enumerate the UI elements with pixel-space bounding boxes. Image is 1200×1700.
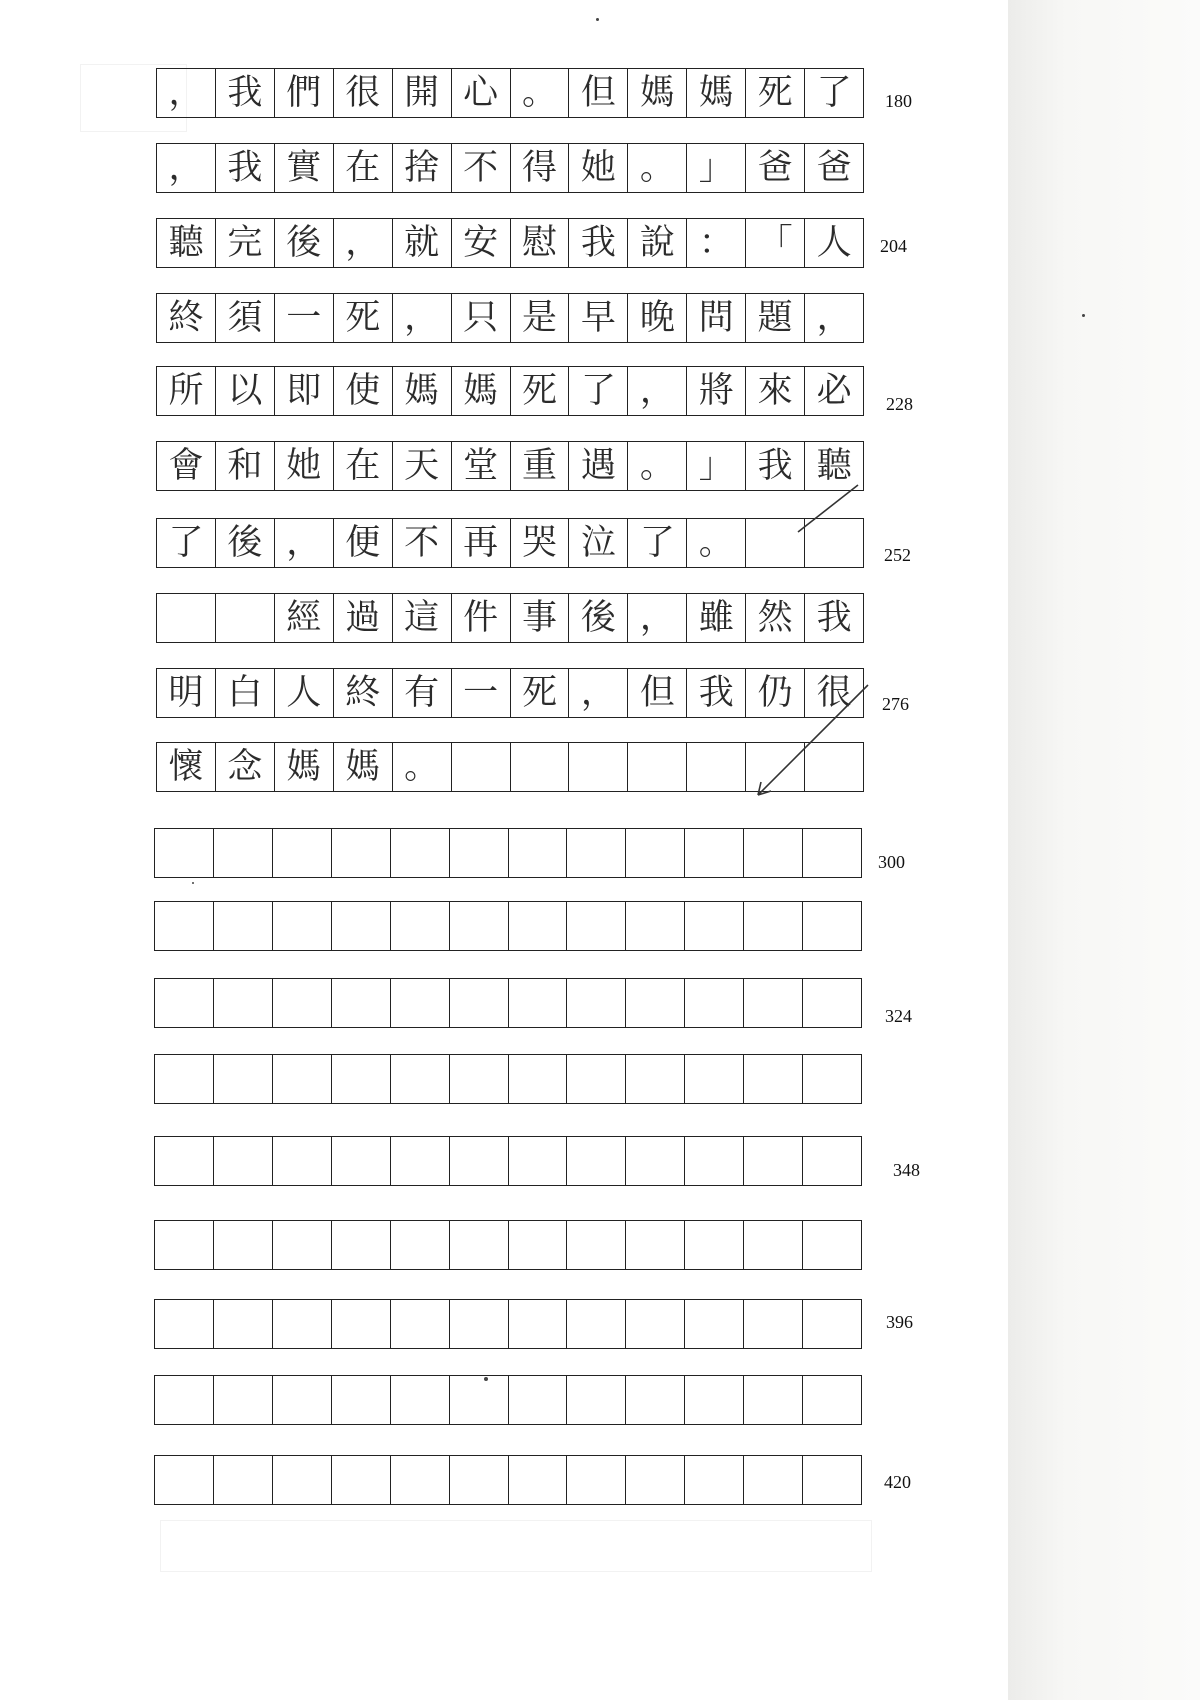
grid-row (154, 978, 862, 1028)
grid-cell: 泣 (569, 519, 628, 567)
grid-cell: 晚 (628, 294, 687, 342)
grid-cell: 。 (393, 743, 452, 791)
grid-cell (214, 1221, 273, 1269)
grid-cell (744, 1137, 803, 1185)
grid-cell: 即 (275, 367, 334, 415)
grid-row (156, 218, 864, 268)
grid-cell: 有 (393, 669, 452, 717)
grid-cell (509, 1300, 568, 1348)
grid-cell: 人 (816, 222, 852, 263)
grid-cell (155, 902, 214, 950)
grid-cell (569, 743, 628, 791)
grid-row (154, 1136, 862, 1186)
grid-cell (685, 1300, 744, 1348)
grid-cell: 問 (687, 294, 746, 342)
grid-cell (332, 1300, 391, 1348)
grid-cell: 了 (628, 519, 687, 567)
row-number: 180 (885, 91, 912, 111)
grid-cell (509, 829, 568, 877)
grid-cell: 是 (511, 294, 570, 342)
grid-row (156, 293, 864, 343)
grid-cell: ， (157, 69, 216, 117)
grid-cell: 我 (746, 442, 805, 490)
grid-row (154, 1220, 862, 1270)
grid-cell (332, 902, 391, 950)
grid-cell (626, 1300, 685, 1348)
grid-cell: 必 (816, 370, 852, 411)
grid-cell (214, 1376, 273, 1424)
grid-cell: 懷 (157, 743, 216, 791)
grid-cell: 後 (216, 519, 275, 567)
grid-cell: 媽 (275, 743, 334, 791)
grid-cell: 來 (746, 367, 805, 415)
grid-cell (273, 1137, 332, 1185)
grid-cell: 再 (452, 519, 511, 567)
grid-cell: 明 (157, 669, 216, 717)
grid-cell: 和 (216, 442, 275, 490)
grid-cell: 遇 (569, 442, 628, 490)
grid-cell (155, 1221, 214, 1269)
grid-cell: 了 (569, 367, 628, 415)
grid-cell (744, 1300, 803, 1348)
grid-cell (626, 1137, 685, 1185)
grid-cell: 堂 (452, 442, 511, 490)
grid-cell (803, 1137, 861, 1185)
grid-cell: 不 (452, 144, 511, 192)
grid-cell (744, 1221, 803, 1269)
grid-cell (567, 902, 626, 950)
grid-cell (509, 1055, 568, 1103)
grid-cell (805, 519, 863, 567)
grid-cell (155, 829, 214, 877)
grid-row (156, 68, 864, 118)
grid-cell (157, 594, 216, 642)
row-number: 420 (884, 1472, 911, 1492)
grid-cell: 死 (746, 69, 805, 117)
grid-cell (273, 1456, 332, 1504)
grid-cell: 實 (275, 144, 334, 192)
grid-cell (391, 1456, 450, 1504)
bleed-through-grid (160, 1520, 872, 1572)
grid-cell: 爸 (746, 144, 805, 192)
grid-cell (744, 1055, 803, 1103)
grid-cell (685, 1137, 744, 1185)
grid-cell (744, 1456, 803, 1504)
grid-cell (332, 1221, 391, 1269)
row-number: 396 (886, 1312, 913, 1332)
grid-cell: 開 (393, 69, 452, 117)
grid-cell: 一 (275, 294, 334, 342)
grid-cell (626, 979, 685, 1027)
grid-row (156, 518, 864, 568)
grid-cell (273, 902, 332, 950)
grid-cell (567, 979, 626, 1027)
grid-cell (685, 829, 744, 877)
grid-cell: 她 (275, 442, 334, 490)
grid-cell: 會 (157, 442, 216, 490)
grid-cell (332, 979, 391, 1027)
grid-row (154, 901, 862, 951)
grid-cell: 使 (334, 367, 393, 415)
grid-cell: 心 (452, 69, 511, 117)
grid-cell: 們 (275, 69, 334, 117)
grid-cell (332, 1456, 391, 1504)
grid-row (156, 143, 864, 193)
row-number: 348 (893, 1160, 920, 1180)
grid-cell: 就 (393, 219, 452, 267)
grid-cell (450, 1376, 509, 1424)
grid-cell (450, 1456, 509, 1504)
grid-cell: 爸 (816, 147, 852, 188)
grid-cell (391, 902, 450, 950)
grid-cell: 但 (628, 669, 687, 717)
grid-cell: ， (393, 294, 452, 342)
grid-cell: ， (569, 669, 628, 717)
grid-cell (155, 1456, 214, 1504)
grid-cell (685, 1456, 744, 1504)
row-number: 252 (884, 545, 911, 565)
grid-cell (214, 829, 273, 877)
grid-cell (567, 1456, 626, 1504)
grid-cell: 在 (334, 442, 393, 490)
grid-cell (626, 829, 685, 877)
scan-speck (596, 18, 599, 21)
grid-cell: 須 (216, 294, 275, 342)
row-number: 228 (886, 394, 913, 414)
grid-cell (391, 1376, 450, 1424)
grid-row (156, 668, 864, 718)
grid-cell (509, 1137, 568, 1185)
grid-cell: 她 (569, 144, 628, 192)
grid-cell (214, 1137, 273, 1185)
grid-cell: 過 (334, 594, 393, 642)
grid-cell: 以 (216, 367, 275, 415)
grid-cell: 死 (334, 294, 393, 342)
grid-cell: 媽 (334, 743, 393, 791)
grid-cell: 只 (452, 294, 511, 342)
grid-cell (332, 1137, 391, 1185)
grid-cell (567, 829, 626, 877)
grid-row (154, 828, 862, 878)
grid-cell: 件 (452, 594, 511, 642)
grid-cell (332, 829, 391, 877)
grid-cell: 捨 (393, 144, 452, 192)
grid-cell (450, 1300, 509, 1348)
grid-cell: 我 (687, 669, 746, 717)
grid-cell: ， (157, 144, 216, 192)
grid-cell: 雖 (687, 594, 746, 642)
grid-cell (450, 829, 509, 877)
grid-cell (626, 1221, 685, 1269)
grid-cell: 後 (569, 594, 628, 642)
grid-cell: ， (816, 297, 852, 338)
grid-cell (391, 1055, 450, 1103)
grid-cell (685, 1221, 744, 1269)
grid-cell: 「 (746, 219, 805, 267)
grid-cell: ， (628, 594, 687, 642)
grid-row (156, 593, 864, 643)
grid-cell (685, 979, 744, 1027)
row-number: 276 (882, 694, 909, 714)
grid-cell (626, 1376, 685, 1424)
grid-cell (155, 1376, 214, 1424)
grid-cell: 終 (334, 669, 393, 717)
grid-cell: 」 (687, 144, 746, 192)
grid-row (154, 1455, 862, 1505)
grid-cell (509, 1221, 568, 1269)
grid-cell: 。 (687, 519, 746, 567)
grid-cell: 死 (511, 367, 570, 415)
grid-cell: 將 (687, 367, 746, 415)
grid-cell: 在 (334, 144, 393, 192)
grid-cell (744, 979, 803, 1027)
grid-cell (214, 979, 273, 1027)
scan-margin (1008, 0, 1200, 1700)
grid-cell (273, 1376, 332, 1424)
grid-cell (803, 1456, 861, 1504)
grid-cell (273, 1055, 332, 1103)
grid-cell (216, 594, 275, 642)
grid-cell: 一 (452, 669, 511, 717)
grid-cell (687, 743, 746, 791)
grid-cell (626, 1055, 685, 1103)
row-number: 204 (880, 236, 907, 256)
grid-cell (273, 1221, 332, 1269)
grid-cell (332, 1055, 391, 1103)
grid-cell: 我 (216, 144, 275, 192)
grid-cell (803, 829, 861, 877)
grid-cell: 早 (569, 294, 628, 342)
grid-cell (567, 1376, 626, 1424)
grid-cell (511, 743, 570, 791)
grid-cell: 媽 (687, 69, 746, 117)
grid-cell (744, 829, 803, 877)
grid-cell: 天 (393, 442, 452, 490)
grid-cell (214, 902, 273, 950)
grid-cell: 。 (628, 144, 687, 192)
grid-cell (509, 1376, 568, 1424)
grid-row (156, 366, 864, 416)
grid-cell: 仍 (746, 669, 805, 717)
grid-cell (509, 902, 568, 950)
grid-cell (155, 1137, 214, 1185)
grid-cell: 哭 (511, 519, 570, 567)
grid-cell (391, 1300, 450, 1348)
grid-cell (685, 902, 744, 950)
grid-cell: 這 (393, 594, 452, 642)
grid-cell (567, 1221, 626, 1269)
grid-cell (685, 1376, 744, 1424)
grid-row (154, 1375, 862, 1425)
grid-cell: 白 (216, 669, 275, 717)
grid-cell (746, 519, 805, 567)
grid-cell (332, 1376, 391, 1424)
grid-cell (450, 1221, 509, 1269)
grid-row (156, 742, 864, 792)
grid-cell: ： (687, 219, 746, 267)
grid-cell: 安 (452, 219, 511, 267)
grid-cell (746, 743, 805, 791)
grid-cell: 然 (746, 594, 805, 642)
grid-cell: 很 (334, 69, 393, 117)
grid-cell (391, 1221, 450, 1269)
grid-cell: 終 (157, 294, 216, 342)
grid-cell: 完 (216, 219, 275, 267)
grid-cell (450, 1055, 509, 1103)
grid-cell: 經 (275, 594, 334, 642)
grid-cell (803, 902, 861, 950)
grid-cell (803, 1055, 861, 1103)
grid-cell (509, 979, 568, 1027)
grid-row (154, 1299, 862, 1349)
grid-cell (391, 829, 450, 877)
grid-cell: 人 (275, 669, 334, 717)
grid-cell (450, 979, 509, 1027)
grid-cell (450, 1137, 509, 1185)
grid-cell: ， (275, 519, 334, 567)
grid-cell (803, 1376, 861, 1424)
grid-cell: 念 (216, 743, 275, 791)
scan-speck (192, 882, 194, 884)
grid-cell: 後 (275, 219, 334, 267)
grid-cell (744, 902, 803, 950)
grid-cell (803, 1221, 861, 1269)
grid-cell (567, 1300, 626, 1348)
grid-cell (803, 979, 861, 1027)
grid-cell (214, 1300, 273, 1348)
grid-cell (391, 1137, 450, 1185)
grid-cell: 所 (157, 367, 216, 415)
grid-cell (273, 1300, 332, 1348)
grid-cell (214, 1055, 273, 1103)
grid-cell (626, 902, 685, 950)
grid-cell: 我 (216, 69, 275, 117)
scan-speck (1082, 314, 1085, 317)
grid-cell (391, 979, 450, 1027)
grid-cell: 很 (816, 672, 852, 713)
row-number: 300 (878, 852, 905, 872)
grid-cell (628, 743, 687, 791)
grid-cell: 便 (334, 519, 393, 567)
grid-cell (273, 829, 332, 877)
grid-cell (744, 1376, 803, 1424)
grid-cell (685, 1055, 744, 1103)
grid-cell: 聽 (157, 219, 216, 267)
grid-cell (155, 979, 214, 1027)
grid-cell (450, 902, 509, 950)
grid-cell: 媽 (452, 367, 511, 415)
grid-cell: 但 (569, 69, 628, 117)
grid-cell: 了 (157, 519, 216, 567)
grid-cell: 得 (511, 144, 570, 192)
grid-cell (155, 1055, 214, 1103)
grid-cell: 事 (511, 594, 570, 642)
grid-cell: 我 (569, 219, 628, 267)
grid-cell: ， (628, 367, 687, 415)
grid-cell: 了 (816, 72, 852, 113)
grid-cell: 重 (511, 442, 570, 490)
grid-cell (626, 1456, 685, 1504)
grid-cell: 媽 (393, 367, 452, 415)
grid-cell (509, 1456, 568, 1504)
grid-cell: 。 (628, 442, 687, 490)
grid-cell (805, 743, 863, 791)
grid-cell: 」 (687, 442, 746, 490)
grid-cell (273, 979, 332, 1027)
grid-cell (214, 1456, 273, 1504)
grid-cell: ， (334, 219, 393, 267)
grid-cell: 不 (393, 519, 452, 567)
grid-cell (567, 1137, 626, 1185)
row-number: 324 (885, 1006, 912, 1026)
grid-row (154, 1054, 862, 1104)
grid-cell: 媽 (628, 69, 687, 117)
scan-speck (484, 1377, 488, 1381)
grid-cell (567, 1055, 626, 1103)
grid-cell (803, 1300, 861, 1348)
grid-cell: 。 (511, 69, 570, 117)
grid-cell: 題 (746, 294, 805, 342)
grid-cell (452, 743, 511, 791)
grid-cell (155, 1300, 214, 1348)
grid-cell: 死 (511, 669, 570, 717)
grid-cell: 聽 (816, 445, 852, 486)
grid-cell: 我 (816, 597, 852, 638)
grid-row (156, 441, 864, 491)
grid-cell: 說 (628, 219, 687, 267)
grid-cell: 慰 (511, 219, 570, 267)
